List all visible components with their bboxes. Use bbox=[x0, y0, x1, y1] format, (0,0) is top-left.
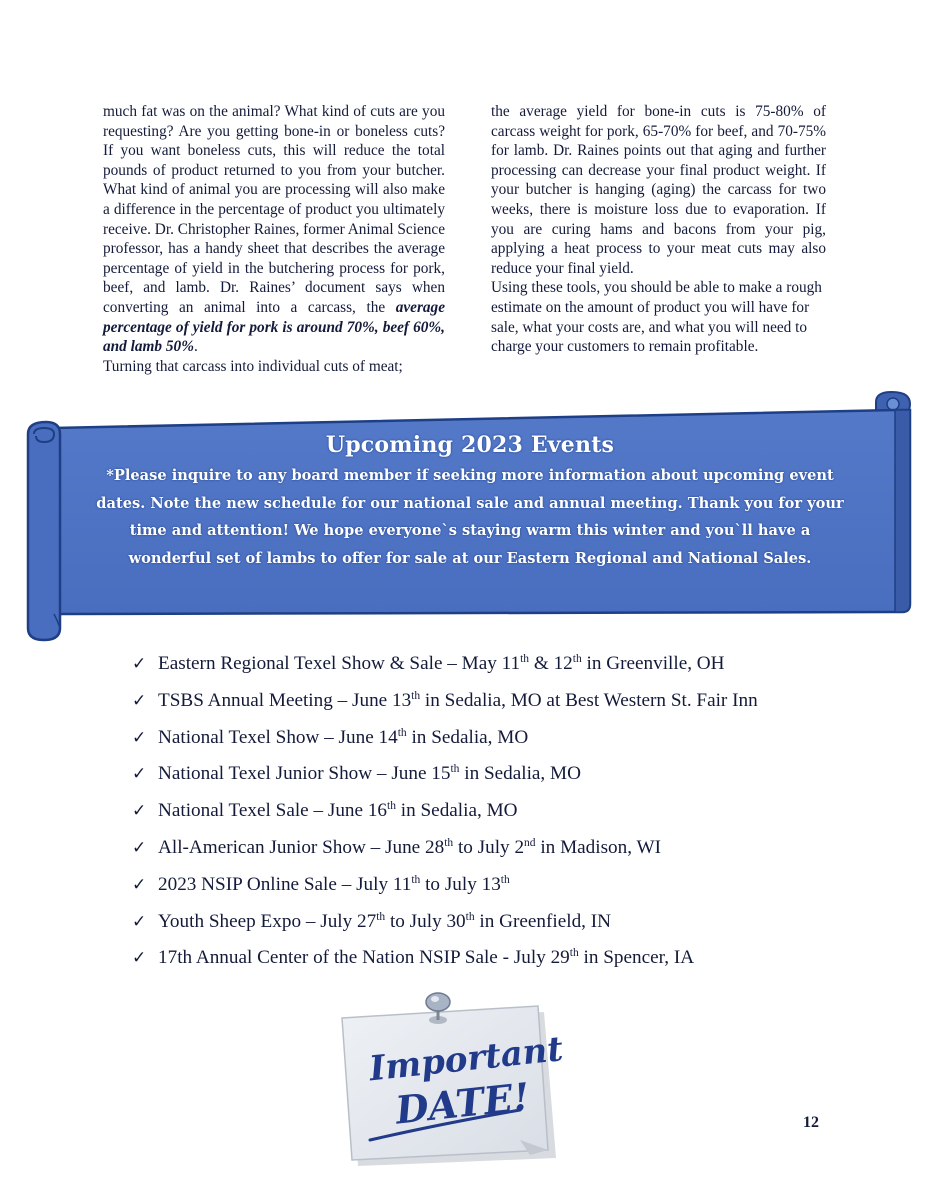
article-left-column bbox=[103, 102, 445, 376]
check-icon: ✓ bbox=[132, 690, 147, 711]
important-date-note bbox=[330, 990, 570, 1170]
note-line-2: DATE! bbox=[393, 1073, 532, 1133]
banner-title: Upcoming 2023 Events bbox=[325, 432, 615, 458]
article-paragraph: Turning that carcass into individual cuts of meat; bbox=[103, 357, 403, 375]
event-item: ✓ Eastern Regional Texel Show & Sale – May 11th & 12th in Greenville, OH bbox=[132, 648, 758, 685]
event-item: ✓ National Texel Sale – June 16th in Sedalia, MO bbox=[132, 795, 758, 832]
event-item: ✓ TSBS Annual Meeting – June 13th in Sedalia, MO at Best Western St. Fair Inn bbox=[132, 685, 758, 722]
event-item: ✓ 17th Annual Center of the Nation NSIP Sale - July 29th in Spencer, IA bbox=[132, 942, 758, 979]
page-number: 12 bbox=[803, 1114, 819, 1131]
event-item: ✓ National Texel Show – June 14th in Sedalia, MO bbox=[132, 722, 758, 759]
check-icon: ✓ bbox=[132, 911, 147, 932]
event-item: ✓ 2023 NSIP Online Sale – July 11th to July 13th bbox=[132, 869, 758, 906]
article-paragraph: Using these tools, you should be able to make a rough estimate on the amount of product you will have for sale, what your costs are, and what you will need to charge your customers to remain profitable. bbox=[491, 279, 822, 356]
article-paragraph: much fat was on the animal? What kind of cuts are you requesting? Are you getting bone-in or boneless cuts? If you want boneless cuts, this will reduce the total pounds of product returned to you from your butcher. What kind of animal you are processing will also make a difference in the percentage of product you ultimately receive. Dr. Christopher Raines, former Animal Science professor, has a handy sheet that describes the average percentage of yield in the butchering process for pork, beef, and lamb. Dr. Raines’ document says when converting an animal into a carcass, the average percentage of yield for pork is around 70%, beef 60%, and lamb 50%. bbox=[103, 103, 445, 356]
check-icon: ✓ bbox=[132, 727, 147, 748]
note-line-1: Important bbox=[367, 1029, 565, 1090]
check-icon: ✓ bbox=[132, 654, 147, 674]
yield-emphasis: average percentage of yield for pork is around 70%, beef 60%, and lamb 50% bbox=[103, 298, 445, 356]
event-item: ✓ All-American Junior Show – June 28th to July 2nd in Madison, WI bbox=[132, 832, 758, 869]
check-icon: ✓ bbox=[132, 764, 147, 785]
events-list bbox=[132, 648, 758, 979]
article-paragraph: the average yield for bone-in cuts is 75-80% of carcass weight for pork, 65-70% for beef, and 70-75% for lamb. Dr. Raines points out that aging and further processing can decrease your final product weight. If your butcher is hanging (aging) the carcass for two weeks, there is moisture loss due to evaporation. If you are curing hams and bacons from your pig, applying a heat process to your meat cuts may also reduce your final yield. bbox=[491, 103, 826, 277]
banner-body: *Please inquire to any board member if seeking more information about upcoming event dates. Note the new schedule for our national sale and annual meeting. Thank you for your time and attention! We hope everyone`s staying warm this winter and you`ll have a wonderful set of lambs to offer for sale at our Eastern Regional and National Sales. bbox=[96, 467, 844, 567]
event-item: ✓ Youth Sheep Expo – July 27th to July 30th in Greenfield, IN bbox=[132, 906, 758, 943]
check-icon: ✓ bbox=[132, 874, 147, 895]
check-icon: ✓ bbox=[132, 837, 147, 858]
check-icon: ✓ bbox=[132, 801, 147, 822]
event-item: ✓ National Texel Junior Show – June 15th in Sedalia, MO bbox=[132, 758, 758, 795]
check-icon: ✓ bbox=[132, 948, 147, 969]
banner-content bbox=[75, 428, 865, 572]
article-right-column bbox=[491, 102, 826, 357]
